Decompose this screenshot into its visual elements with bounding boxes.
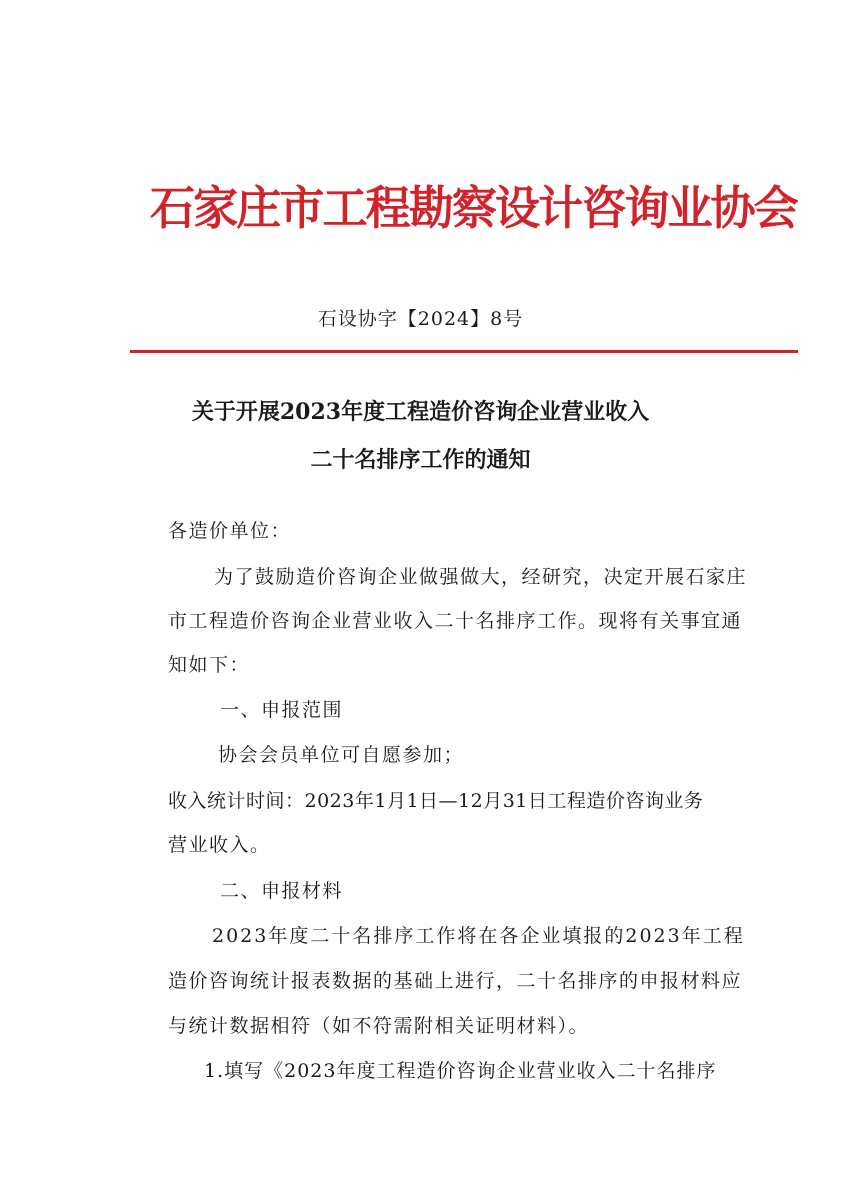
intro-line-3: 知如下： <box>168 654 251 676</box>
section-1-paragraph-1: 协会会员单位可自愿参加； <box>218 744 465 766</box>
section-2-paragraph-line-1: 2023年度二十名排序工作将在各企业填报的2023年工程 <box>212 925 745 947</box>
red-divider-line <box>130 350 798 353</box>
section-1-paragraph-2-line-1: 收入统计时间：2023年1月1日—12月31日工程造价咨询业务 <box>168 790 704 812</box>
intro-line-1: 为了鼓励造价咨询企业做强做大，经研究，决定开展石家庄 <box>214 566 748 588</box>
section-1-paragraph-2-line-2: 营业收入。 <box>168 834 271 856</box>
salutation: 各造价单位： <box>168 520 292 542</box>
section-2-paragraph-line-3: 与统计数据相符（如不符需附相关证明材料）。 <box>168 1015 590 1037</box>
section-2-paragraph-line-2: 造价咨询统计报表数据的基础上进行，二十名排序的申报材料应 <box>168 970 743 992</box>
organization-letterhead: 石家庄市工程勘察设计咨询业协会 <box>150 181 797 235</box>
intro-line-2: 市工程造价咨询企业营业收入二十名排序工作。现将有关事宜通 <box>168 610 743 632</box>
item-1-line-1: 1.填写《2023年度工程造价咨询企业营业收入二十名排序 <box>204 1060 717 1082</box>
notice-title-line-1: 关于开展2023年度工程造价咨询企业营业收入 <box>191 399 650 425</box>
section-1-heading: 一、申报范围 <box>220 699 344 721</box>
document-number: 石设协字【2024】8号 <box>317 308 524 330</box>
notice-title-line-2: 二十名排序工作的通知 <box>310 447 531 473</box>
section-2-heading: 二、申报材料 <box>220 880 344 902</box>
